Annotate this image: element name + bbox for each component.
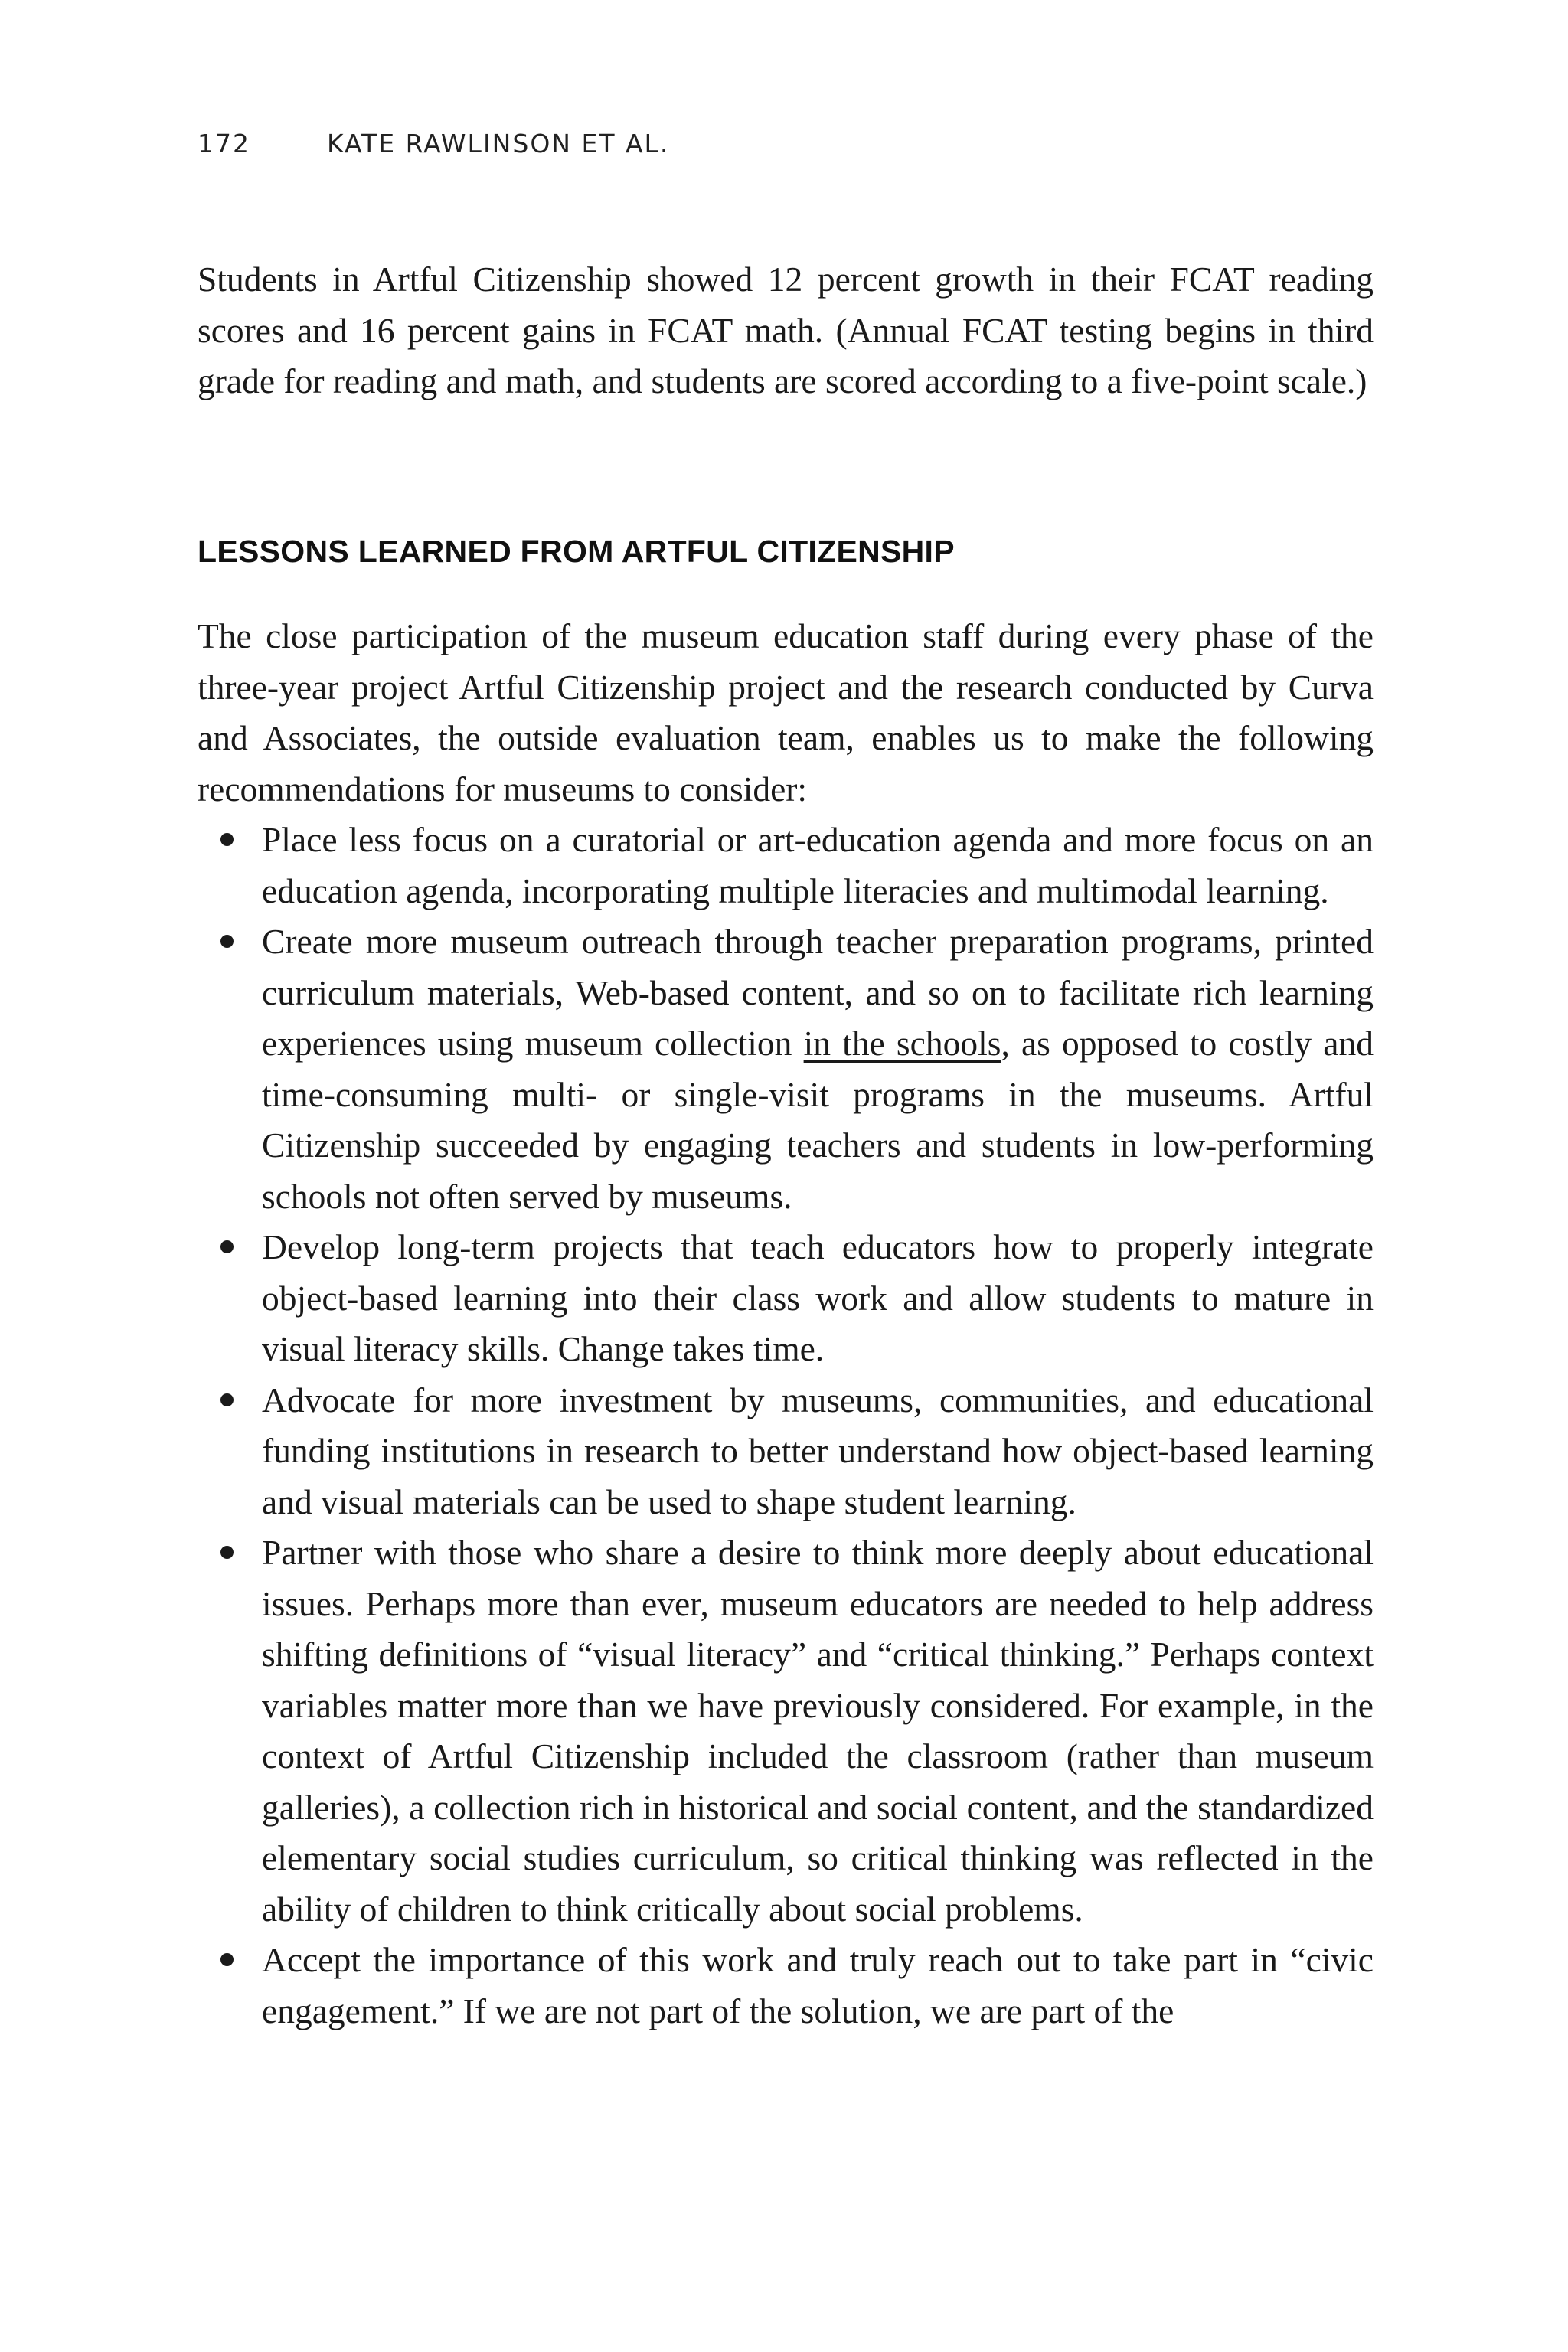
- list-item-text: Create more museum outreach through teacher preparation programs, printed curriculum materials, Web-based content, and so on to facilitate rich learning experiences using museum collection: [262, 922, 1374, 1063]
- underlined-phrase: in the schools: [803, 1024, 1001, 1063]
- list-item-text: Develop long-term projects that teach educators how to properly integrate object-based learning into their class work and allow students to mature in visual literacy skills. Change takes time.: [262, 1227, 1374, 1368]
- list-item: [198, 1222, 1374, 1375]
- bullet-icon: [220, 833, 234, 846]
- list-item: [198, 1935, 1374, 2037]
- bullet-icon: [220, 1546, 234, 1559]
- running-title: KATE RAWLINSON ET AL.: [327, 129, 670, 158]
- list-item-text-cont: , as opposed to costly and time-consuming multi- or single-visit programs in the museums. Artful Citizenship succeeded by engaging teachers and students in low-performing schools not often served by museums.: [262, 1024, 1374, 1216]
- recommendations-list: [198, 815, 1374, 2037]
- list-item-text: Advocate for more investment by museums, communities, and educational funding institutions in research to better understand how object-based learning and visual materials can be used to shape student learning.: [262, 1380, 1374, 1521]
- page-number: 172: [198, 129, 250, 158]
- list-item: [198, 1375, 1374, 1528]
- intro-block: [198, 254, 1374, 407]
- bullet-icon: [220, 1240, 234, 1253]
- list-item-text: Accept the importance of this work and truly reach out to take part in “civic engagement.” If we are not part of the solution, we are part of the: [262, 1940, 1374, 2030]
- section-heading: LESSONS LEARNED FROM ARTFUL CITIZENSHIP: [198, 534, 955, 569]
- lead-paragraph: The close participation of the museum education staff during every phase of the three-year project Artful Citizenship project and the research conducted by Curva and Associates, the outside evaluation team, enables us to make the following recommendations for museums to consider:: [198, 616, 1374, 808]
- bullet-icon: [220, 1953, 234, 1966]
- list-item-text: Partner with those who share a desire to think more deeply about educational issues. Perhaps more than ever, museum educators are needed to help address shifting definitions of “visual literacy” and “critical thinking.” Perhaps context variables matter more than we have previously considered. For example, in the context of Artful Citizenship included the classroom (rather than museum galleries), a collection rich in historical and social content, and the standardized elementary social studies curriculum, so critical thinking was reflected in the ability of children to think critically about social problems.: [262, 1533, 1374, 1929]
- list-item: [198, 1527, 1374, 1935]
- list-item-text: Place less focus on a curatorial or art-education agenda and more focus on an education agenda, incorporating multiple literacies and multimodal learning.: [262, 820, 1374, 910]
- list-item: [198, 815, 1374, 916]
- intro-paragraph: Students in Artful Citizenship showed 12 percent growth in their FCAT reading scores and 16 percent gains in FCAT math. (Annual FCAT testing begins in third grade for reading and math, and students are scored according to a five-point scale.): [198, 260, 1374, 400]
- running-head: [198, 129, 669, 158]
- list-item: [198, 916, 1374, 1222]
- bullet-icon: [220, 935, 234, 948]
- bullet-icon: [220, 1393, 234, 1406]
- lessons-block: [198, 611, 1374, 2037]
